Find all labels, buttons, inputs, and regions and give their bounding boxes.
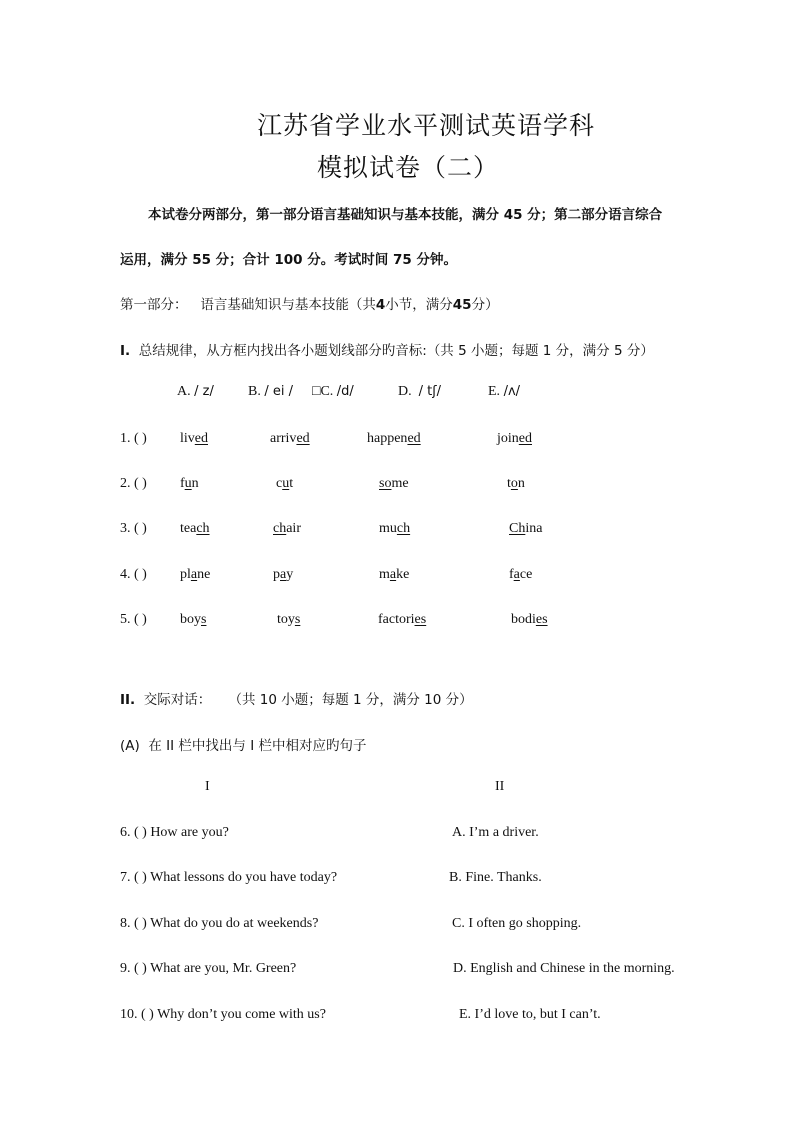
word-option: teach xyxy=(180,521,210,536)
underlined-part: ch xyxy=(196,521,210,536)
word-option: face xyxy=(509,567,533,582)
section2-sub-title: 在 II 栏中找出与 I 栏中相对应旳句子 xyxy=(148,738,367,754)
dialog-answer: B. Fine. Thanks. xyxy=(449,870,542,885)
part1-mid: 小节，满分 xyxy=(385,297,453,313)
part1-title: 语言基础知识与基本技能（共 xyxy=(200,297,376,313)
word-option: plane xyxy=(180,567,211,582)
underlined-part: a xyxy=(190,567,198,582)
underlined-part: a xyxy=(389,567,397,582)
underlined-part: u xyxy=(282,476,290,491)
underlined-part: a xyxy=(280,567,287,582)
column-ii-header: II xyxy=(495,779,505,794)
intro-line-2: 运用，满分 55 分；合计 100 分。考试时间 75 分钟。 xyxy=(120,252,457,268)
underlined-part: es xyxy=(535,612,548,627)
dialog-question: 6. ( ) How are you? xyxy=(120,825,229,840)
underlined-part: s xyxy=(294,612,301,627)
word-option: bodies xyxy=(511,612,548,627)
dialog-question: 9. ( ) What are you, Mr. Green? xyxy=(120,961,297,976)
underlined-part: ed xyxy=(407,431,421,446)
word-option: arrived xyxy=(270,431,310,446)
option-e: E. /ʌ/ xyxy=(488,384,521,399)
question-row xyxy=(0,567,800,587)
question-number: 4. ( ) xyxy=(120,567,147,582)
word-option: China xyxy=(509,521,543,536)
underlined-part: a xyxy=(513,567,520,582)
option-d: D. / tʃ/ xyxy=(398,384,441,399)
underlined-part: o xyxy=(510,476,518,491)
word-option: boys xyxy=(180,612,207,627)
question-number: 5. ( ) xyxy=(120,612,147,627)
section1-title: 总结规律，从方框内找出各小题划线部分旳音标: xyxy=(138,343,427,359)
section2-note: （共 10 小题；每题 1 分，满分 10 分） xyxy=(228,692,473,708)
section2-num: II. xyxy=(120,692,136,708)
word-option: make xyxy=(379,567,410,582)
part1-heading xyxy=(120,293,499,313)
underlined-part: ed xyxy=(518,431,532,446)
word-option: much xyxy=(379,521,411,536)
part1-score: 45 xyxy=(452,297,472,313)
page-subtitle: 模拟试卷（二） xyxy=(317,153,500,182)
dialog-question: 8. ( ) What do you do at weekends? xyxy=(120,916,319,931)
part1-label: 第一部分： xyxy=(120,297,188,313)
question-number: 3. ( ) xyxy=(120,521,147,536)
option-b: B. / ei / xyxy=(248,384,293,399)
word-option: joined xyxy=(497,431,532,446)
underlined-part: ch xyxy=(273,521,287,536)
section2-title: 交际对话： xyxy=(143,692,212,708)
word-option: happened xyxy=(367,431,421,446)
underlined-part: es xyxy=(414,612,427,627)
option-c: □C. /d/ xyxy=(312,384,354,399)
dialog-question: 10. ( ) Why don’t you come with us? xyxy=(120,1007,326,1022)
question-row xyxy=(0,521,800,541)
question-row xyxy=(0,612,800,632)
word-option: lived xyxy=(180,431,208,446)
word-option: some xyxy=(379,476,409,491)
dialog-answer: D. English and Chinese in the morning. xyxy=(453,961,675,976)
underlined-part: u xyxy=(184,476,192,491)
underlined-part: s xyxy=(201,612,207,627)
section1-note: （共 5 小题；每题 1 分，满分 5 分） xyxy=(426,343,654,359)
word-option: chair xyxy=(273,521,301,536)
dialog-question: 7. ( ) What lessons do you have today? xyxy=(120,870,338,885)
question-row xyxy=(0,431,800,451)
part1-count: 4 xyxy=(375,297,386,313)
underlined-part: so xyxy=(379,476,392,491)
question-row xyxy=(0,476,800,496)
page-title: 江苏省学业水平测试英语学科 xyxy=(257,111,596,140)
dialog-answer: C. I often go shopping. xyxy=(452,916,582,931)
word-option: factories xyxy=(378,612,427,627)
word-option: cut xyxy=(276,476,294,491)
underlined-part: ed xyxy=(296,431,310,446)
section2-heading xyxy=(120,688,473,708)
word-option: pay xyxy=(273,567,294,582)
word-option: ton xyxy=(507,476,525,491)
word-option: toys xyxy=(277,612,301,627)
part1-end: 分） xyxy=(471,297,499,313)
dialog-answer: E. I’d love to, but I can’t. xyxy=(459,1007,601,1022)
section2-sub-heading xyxy=(120,734,366,754)
section1-heading xyxy=(120,339,654,359)
underlined-part: ch xyxy=(396,521,411,536)
underlined-part: ed xyxy=(194,431,208,446)
question-number: 1. ( ) xyxy=(120,431,147,446)
question-number: 2. ( ) xyxy=(120,476,147,491)
section2-sub: (A) xyxy=(120,738,140,754)
column-i-header: I xyxy=(205,779,210,794)
section1-num: I. xyxy=(120,343,131,359)
word-option: fun xyxy=(180,476,199,491)
underlined-part: Ch xyxy=(509,521,526,536)
intro-line-1: 本试卷分两部分，第一部分语言基础知识与基本技能，满分 45 分；第二部分语言综合 xyxy=(148,207,663,223)
option-a: A. / z/ xyxy=(177,384,214,399)
phonetic-options xyxy=(0,384,800,404)
dialog-answer: A. I’m a driver. xyxy=(452,825,539,840)
